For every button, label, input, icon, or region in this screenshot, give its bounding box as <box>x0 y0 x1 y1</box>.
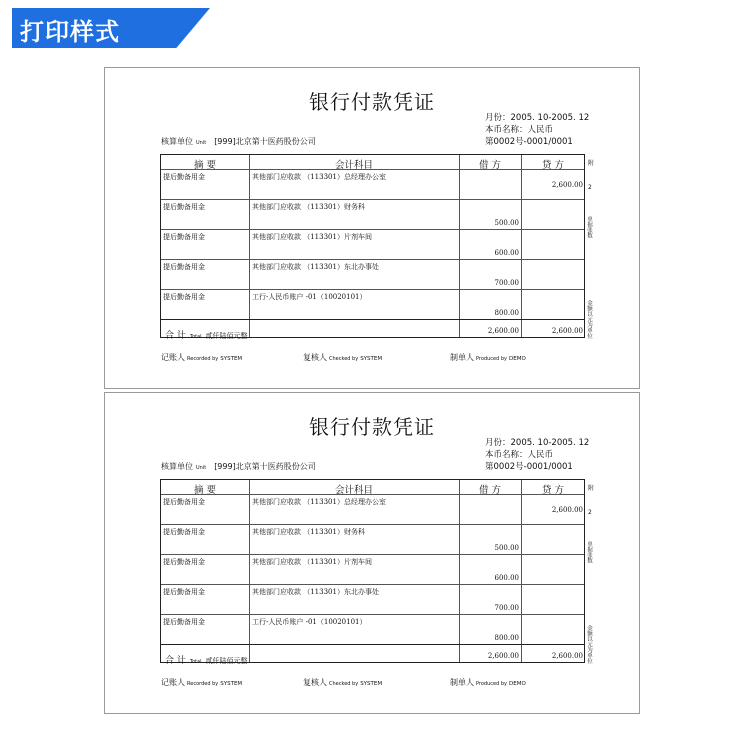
payment-voucher <box>104 392 640 714</box>
attachment-count: 2 <box>588 184 592 191</box>
row-account: 其他部门应收款 （113301）片剂车间 <box>252 558 372 566</box>
row-divider <box>161 199 584 200</box>
total-label <box>165 328 248 341</box>
row-account: 其他部门应收款 （113301）总经理办公室 <box>252 498 386 506</box>
voucher-table <box>160 154 585 341</box>
voucher-number: 第0002号-0001/0001 <box>485 462 573 472</box>
header-summary: 摘 要 <box>193 160 217 171</box>
row-summary: 提后勤备用金 <box>163 293 205 301</box>
recorded-by-value: SYSTEM <box>220 681 243 687</box>
checked-by <box>303 677 382 688</box>
produced-by-label: 制单人 <box>450 678 474 687</box>
produced-by <box>450 677 526 688</box>
total-debit: 2,600.00 <box>487 327 519 335</box>
column-divider <box>249 155 250 337</box>
header-account: 会计科目 <box>334 485 373 496</box>
column-divider <box>249 480 250 662</box>
recorded-by-label: 记账人 <box>161 678 185 687</box>
total-amount-words: 贰仟陆佰元整 <box>205 657 248 665</box>
row-divider <box>161 289 584 290</box>
total-text: 合 计 <box>165 331 186 341</box>
produced-by-value: DEMO <box>509 681 526 687</box>
row-debit: 600.00 <box>494 249 519 257</box>
voucher-currency: 本币名称：人民币 <box>485 450 554 460</box>
total-text-en: Total <box>189 659 202 665</box>
row-debit: 500.00 <box>494 219 519 227</box>
attachment-unit: 单据张数 <box>586 216 592 238</box>
header-debit: 借 方 <box>478 485 502 496</box>
attachment-label: 附 <box>588 485 595 492</box>
banner-title: 打印样式 <box>20 18 120 46</box>
checked-by-label: 复核人 <box>303 678 327 687</box>
header-debit: 借 方 <box>478 160 502 171</box>
unit-label-en: Unit <box>196 140 207 146</box>
header-summary: 摘 要 <box>193 485 217 496</box>
attachment-label: 附 <box>588 160 595 167</box>
row-debit: 600.00 <box>494 574 519 582</box>
row-summary: 提后勤备用金 <box>163 528 205 536</box>
unit-value: [999]北京第十医药股份公司 <box>214 137 316 146</box>
checked-by-value: SYSTEM <box>360 681 383 687</box>
row-debit: 700.00 <box>494 279 519 287</box>
total-label <box>165 653 248 666</box>
total-text: 合 计 <box>165 656 186 666</box>
amount-unit-note: 金额以元为单位 <box>586 300 592 339</box>
checked-by <box>303 352 382 363</box>
row-divider <box>161 229 584 230</box>
row-credit: 2,600.00 <box>551 181 583 189</box>
voucher-number: 第0002号-0001/0001 <box>485 137 573 147</box>
row-summary: 提后勤备用金 <box>163 558 205 566</box>
produced-by-label-en: Produced by <box>476 681 507 687</box>
produced-by <box>450 352 526 363</box>
header-credit: 贷 方 <box>541 160 565 171</box>
total-credit: 2,600.00 <box>551 327 583 335</box>
total-text-en: Total <box>189 334 202 340</box>
row-debit: 700.00 <box>494 604 519 612</box>
header-credit: 贷 方 <box>541 485 565 496</box>
accounting-unit <box>161 461 316 472</box>
row-summary: 提后勤备用金 <box>163 173 205 181</box>
recorded-by-label: 记账人 <box>161 353 185 362</box>
produced-by-value: DEMO <box>509 356 526 362</box>
voucher-table <box>160 479 585 666</box>
row-account: 其他部门应收款 （113301）总经理办公室 <box>252 173 386 181</box>
attachment-unit: 单据张数 <box>586 541 592 563</box>
header-account: 会计科目 <box>334 160 373 171</box>
row-account: 工行-人民币账户 -01（10020101） <box>252 618 367 626</box>
voucher-currency: 本币名称：人民币 <box>485 125 554 135</box>
row-debit: 800.00 <box>494 634 519 642</box>
amount-unit-note: 金额以元为单位 <box>586 625 592 664</box>
payment-voucher <box>104 67 640 389</box>
row-account: 其他部门应收款 （113301）东北办事处 <box>252 588 379 596</box>
unit-label: 核算单位 <box>161 462 193 471</box>
checked-by-label-en: Checked by <box>329 681 359 687</box>
voucher-title: 银行付款凭证 <box>309 415 435 439</box>
checked-by-label: 复核人 <box>303 353 327 362</box>
row-account: 其他部门应收款 （113301）东北办事处 <box>252 263 379 271</box>
total-divider <box>161 319 584 320</box>
recorded-by-label-en: Recorded by <box>187 681 219 687</box>
voucher-period: 月份：2005. 10-2005. 12 <box>485 438 590 448</box>
row-summary: 提后勤备用金 <box>163 588 205 596</box>
row-account: 工行-人民币账户 -01（10020101） <box>252 293 367 301</box>
row-summary: 提后勤备用金 <box>163 618 205 626</box>
accounting-unit <box>161 136 316 147</box>
row-summary: 提后勤备用金 <box>163 263 205 271</box>
checked-by-label-en: Checked by <box>329 356 359 362</box>
row-account: 其他部门应收款 （113301）片剂车间 <box>252 233 372 241</box>
row-divider <box>161 584 584 585</box>
row-divider <box>161 614 584 615</box>
voucher-title: 银行付款凭证 <box>309 90 435 114</box>
produced-by-label: 制单人 <box>450 353 474 362</box>
row-credit: 2,600.00 <box>551 506 583 514</box>
row-divider <box>161 524 584 525</box>
row-summary: 提后勤备用金 <box>163 233 205 241</box>
row-debit: 800.00 <box>494 309 519 317</box>
row-account: 其他部门应收款 （113301）财务科 <box>252 528 365 536</box>
recorded-by <box>161 352 242 363</box>
produced-by-label-en: Produced by <box>476 356 507 362</box>
print-style-banner <box>12 8 210 48</box>
row-divider <box>161 259 584 260</box>
total-credit: 2,600.00 <box>551 652 583 660</box>
recorded-by-value: SYSTEM <box>220 356 243 362</box>
row-account: 其他部门应收款 （113301）财务科 <box>252 203 365 211</box>
row-divider <box>161 554 584 555</box>
total-amount-words: 贰仟陆佰元整 <box>205 332 248 340</box>
attachment-count: 2 <box>588 509 592 516</box>
row-debit: 500.00 <box>494 544 519 552</box>
total-divider <box>161 644 584 645</box>
checked-by-value: SYSTEM <box>360 356 383 362</box>
recorded-by-label-en: Recorded by <box>187 356 219 362</box>
voucher-period: 月份：2005. 10-2005. 12 <box>485 113 590 123</box>
total-debit: 2,600.00 <box>487 652 519 660</box>
unit-label: 核算单位 <box>161 137 193 146</box>
unit-value: [999]北京第十医药股份公司 <box>214 462 316 471</box>
row-summary: 提后勤备用金 <box>163 498 205 506</box>
unit-label-en: Unit <box>196 465 207 471</box>
recorded-by <box>161 677 242 688</box>
row-summary: 提后勤备用金 <box>163 203 205 211</box>
